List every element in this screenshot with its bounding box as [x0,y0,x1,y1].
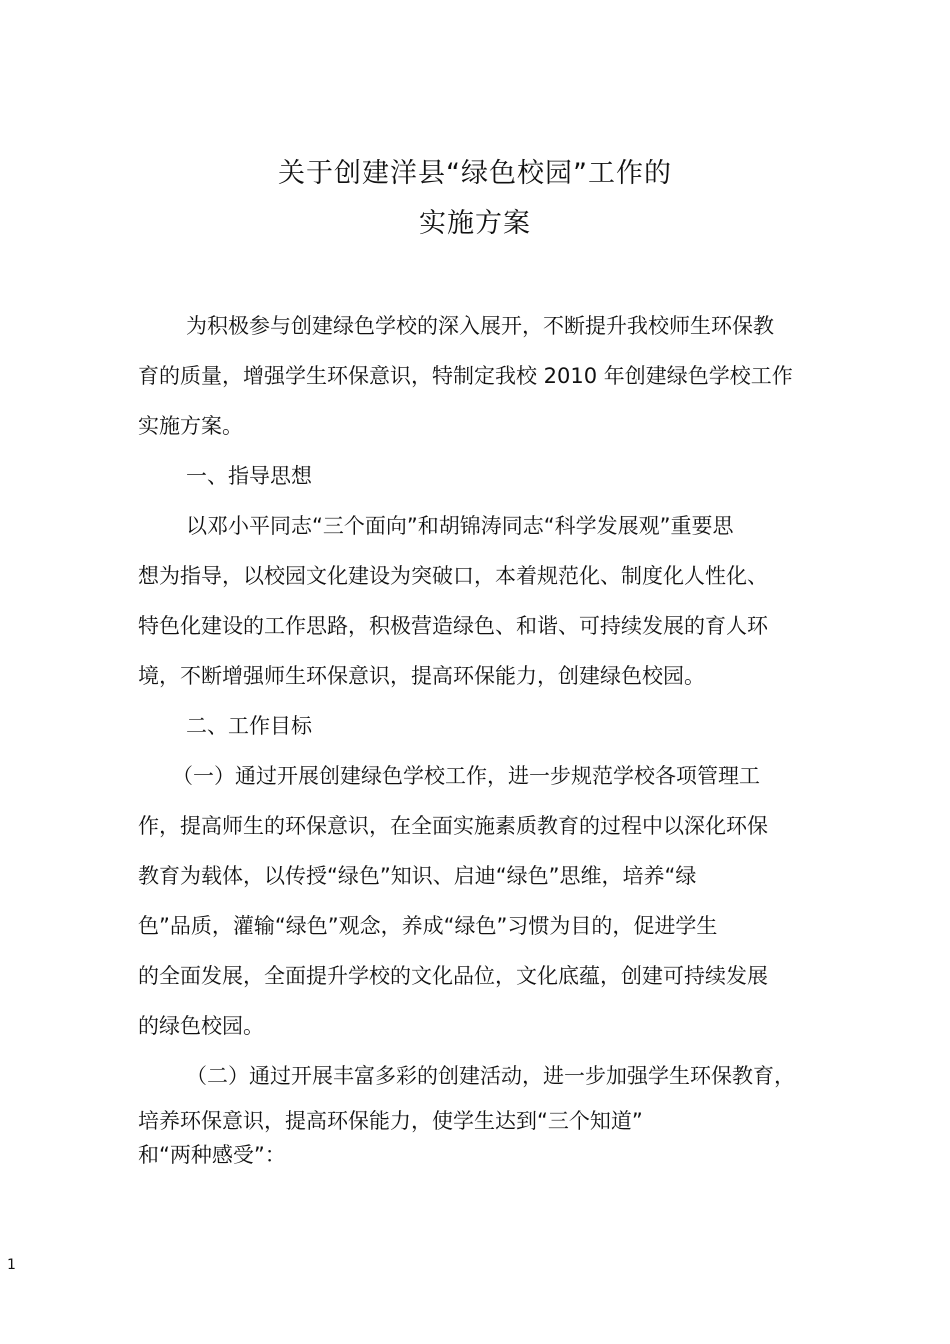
paragraph-ideology-line-3: 特色化建设的工作思路，积极营造绿色、和谐、可持续发展的育人环 [138,614,768,638]
paragraph-goal-1-line-5: 的全面发展，全面提升学校的文化品位，文化底蕴，创建可持续发展 [138,964,768,988]
paragraph-ideology-line-1: 以邓小平同志“三个面向”和胡锦涛同志“科学发展观”重要思 [186,514,734,538]
paragraph-goal-2-line-2: 培养环保意识，提高环保能力，使学生达到“三个知道” [138,1109,643,1133]
document-title-line-1: 关于创建洋县“绿色校园”工作的 [278,158,672,189]
paragraph-goal-2-line-3: 和“两种感受”： [138,1143,286,1167]
page-number: 1 [7,1257,16,1273]
paragraph-intro-line-1: 为积极参与创建绿色学校的深入展开，不断提升我校师生环保教 [186,314,774,338]
section-heading-guiding-ideology: 一、指导思想 [186,464,312,488]
paragraph-goal-2-line-1: （二）通过开展丰富多彩的创建活动，进一步加强学生环保教育， [186,1064,795,1088]
paragraph-ideology-line-4: 境，不断增强师生环保意识，提高环保能力，创建绿色校园。 [138,664,705,688]
paragraph-ideology-line-2: 想为指导，以校园文化建设为突破口，本着规范化、制度化人性化、 [138,564,768,588]
section-heading-work-goals: 二、工作目标 [186,714,312,738]
paragraph-intro-line-3: 实施方案。 [138,414,243,438]
paragraph-goal-1-line-3: 教育为载体，以传授“绿色”知识、启迪“绿色”思维，培养“绿 [138,864,697,888]
paragraph-intro-line-2: 育的质量，增强学生环保意识，特制定我校 2010 年创建绿色学校工作 [138,364,793,388]
paragraph-goal-1-line-4: 色”品质，灌输“绿色”观念，养成“绿色”习惯为目的，促进学生 [138,914,718,938]
paragraph-goal-1-line-2: 作，提高师生的环保意识，在全面实施素质教育的过程中以深化环保 [138,814,768,838]
paragraph-goal-1-line-6: 的绿色校园。 [138,1014,264,1038]
paragraph-goal-1-line-1: （一）通过开展创建绿色学校工作，进一步规范学校各项管理工 [172,764,760,788]
document-title-line-2: 实施方案 [419,208,531,239]
